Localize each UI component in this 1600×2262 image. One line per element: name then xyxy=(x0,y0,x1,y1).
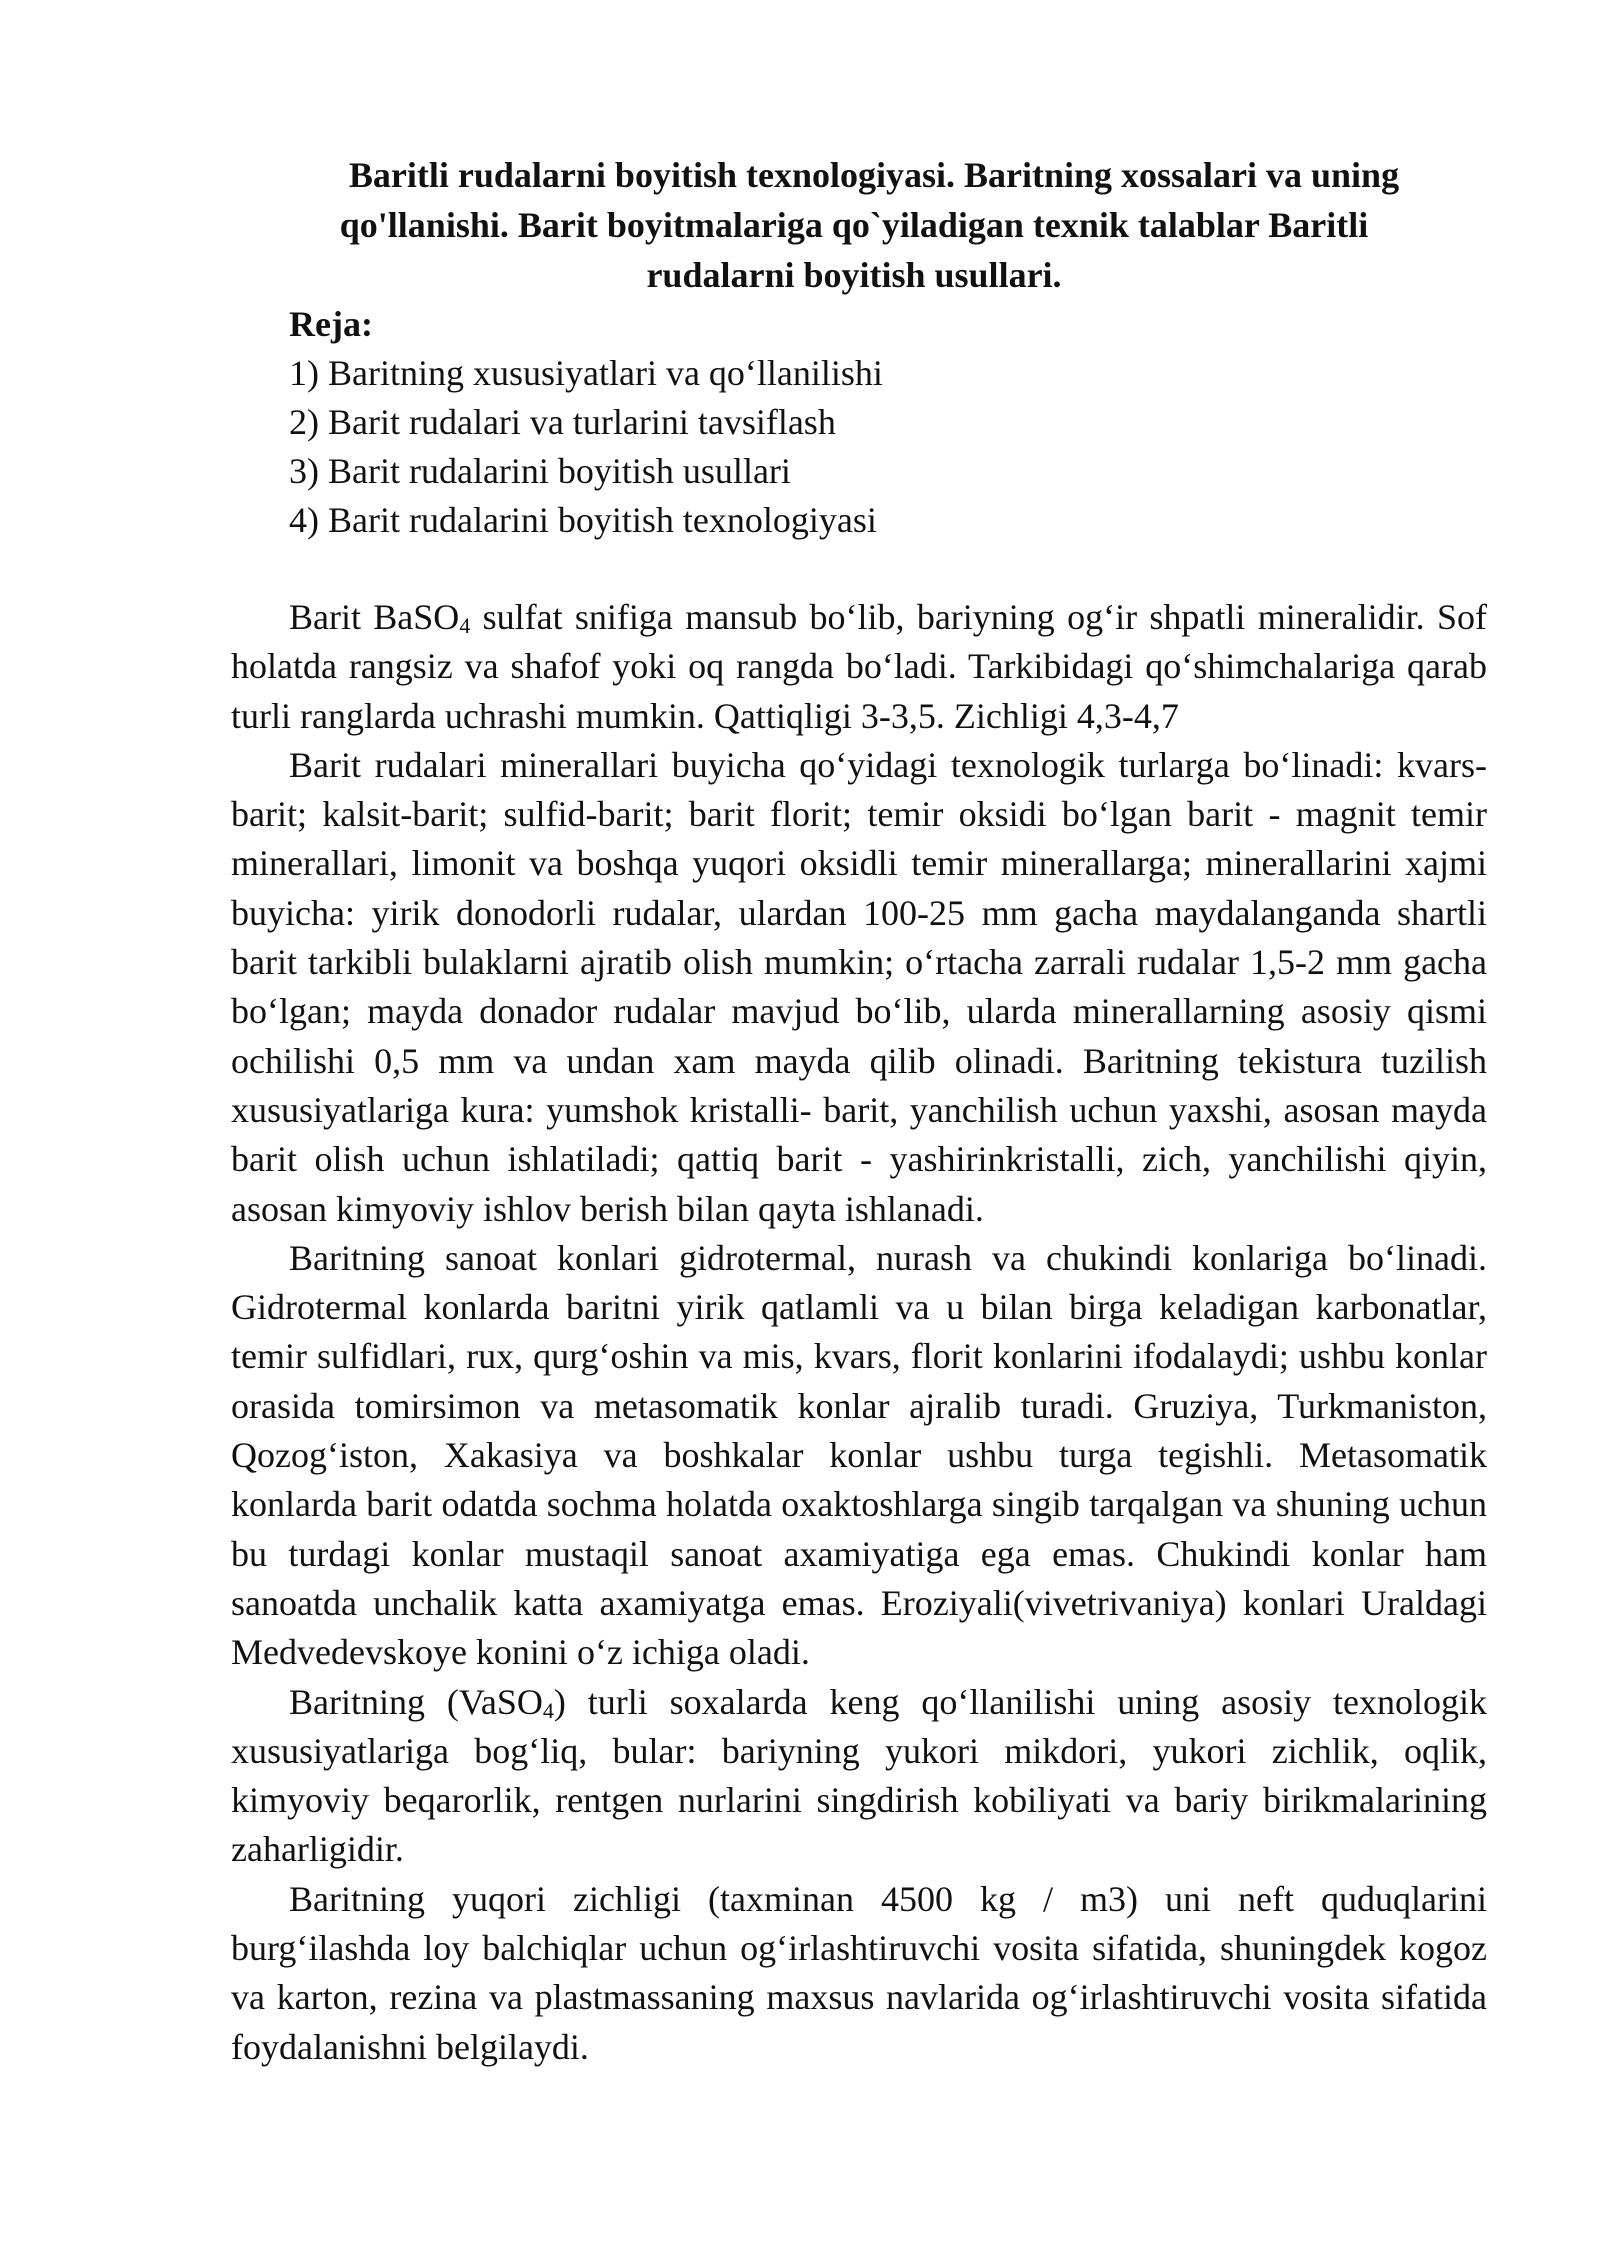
plan-item-4: 4) Barit rudalarini boyitish texnologiyasi xyxy=(289,500,877,540)
paragraph-1-part-b: sulfat snifiga mansub bo‘lib, bariyning og‘ir shpatli mineralidir. Sof holatda rangsiz va shafof yoki oq rangda bo‘ladi. Tarkibidagi qo‘shimchalariga qarab turli ranglarda uchrashi mumkin. Qattiqligi 3-3,5. Zichligi 4,3-4,7 xyxy=(231,597,1487,736)
paragraph-barite-definition xyxy=(231,593,1487,741)
plan-heading: Reja: xyxy=(289,304,373,344)
paragraph-applications xyxy=(231,1678,1487,1875)
paragraph-4-part-b: ) turli soxalarda keng qo‘llanilishi uning asosiy texnologik xususiyatlariga bog‘liq, bular: bariyning yukori mikdori, yukori zichlik, oqlik, kimyoviy beqarorlik, rentgen nurlarini singdirish kobiliyati va bariy birikmalarining zaharligidir. xyxy=(231,1681,1487,1870)
paragraph-ore-types: Barit rudalari minerallari buyicha qo‘yidagi texnologik turlarga bo‘linadi: kvars-barit; kalsit-barit; sulfid-barit; barit florit; temir oksidi bo‘lgan barit - magnit temir minerallari, limonit va boshqa yuqori oksidli temir minerallarga; minerallarini xajmi buyicha: yirik donodorli rudalar, ulardan 100-25 mm gacha maydalanganda shartli barit tarkibli bulaklarni ajratib olish mumkin; o‘rtacha zarrali rudalar 1,5-2 mm gacha bo‘lgan; mayda donador rudalar mavjud bo‘lib, ularda minerallarning asosiy qismi ochilishi 0,5 mm va undan xam mayda qilib olinadi. Baritning tekistura tuzilish xususiyatlariga kura: yumshok kristalli- barit, yanchilish uchun yaxshi, asosan mayda barit olish uchun ishlatiladi; qattiq barit - yashirinkristalli, zich, yanchilishi qiyin, asosan kimyoviy ishlov berish bilan qayta ishlanadi. xyxy=(231,744,1487,1229)
plan-item-3: 3) Barit rudalarini boyitish usullari xyxy=(289,451,791,491)
plan-item-1: 1) Baritning xususiyatlari va qo‘llanilishi xyxy=(289,353,883,393)
paragraph-density-use: Baritning yuqori zichligi (taxminan 4500 kg / m3) uni neft quduqlarini burg‘ilashda loy balchiqlar uchun og‘irlashtiruvchi vosita sifatida, shuningdek kogoz va karton, rezina va plastmassaning maxsus navlarida og‘irlashtiruvchi vosita sifatida foydalanishni belgilaydi. xyxy=(231,1878,1487,2067)
paragraph-deposits: Baritning sanoat konlari gidrotermal, nurash va chukindi konlariga bo‘linadi. Gidrotermal konlarda baritni yirik qatlamli va u bilan birga keladigan karbonatlar, temir sulfidlari, rux, qurg‘oshin va mis, kvars, florit konlarini ifodalaydi; ushbu konlar orasida tomirsimon va metasomatik konlar ajralib turadi. Gruziya, Turkmaniston, Qozog‘iston, Xakasiya va boshkalar konlar ushbu turga tegishli. Metasomatik konlarda barit odatda sochma holatda oxaktoshlarga singib tarqalgan va shuning uchun bu turdagi konlar mustaqil sanoat axamiyatiga ega emas. Chukindi konlar ham sanoatda unchalik katta axamiyatga emas. Eroziyali(vivetrivaniya) konlari Uraldagi Medvedevskoye konini o‘z ichiga oladi. xyxy=(231,1237,1487,1673)
subscript-4: 4 xyxy=(542,1697,554,1723)
paragraph-1-part-a: Barit BaSO xyxy=(289,597,460,637)
document-title: Baritli rudalarni boyitish texnologiyasi. Baritning xossalari va uning qo'llanishi. Barit boyitmalariga qo`yiladigan texnik talablar Baritli rudalarni boyitish usullari. xyxy=(339,155,1400,295)
plan-item-2: 2) Barit rudalari va turlarini tavsiflash xyxy=(289,402,836,442)
body-text xyxy=(231,593,1487,2072)
paragraph-4-part-a: Baritning (VaSO xyxy=(289,1681,543,1722)
subscript-4: 4 xyxy=(459,613,471,638)
document-page xyxy=(231,150,1487,2072)
plan-section xyxy=(289,300,1487,545)
